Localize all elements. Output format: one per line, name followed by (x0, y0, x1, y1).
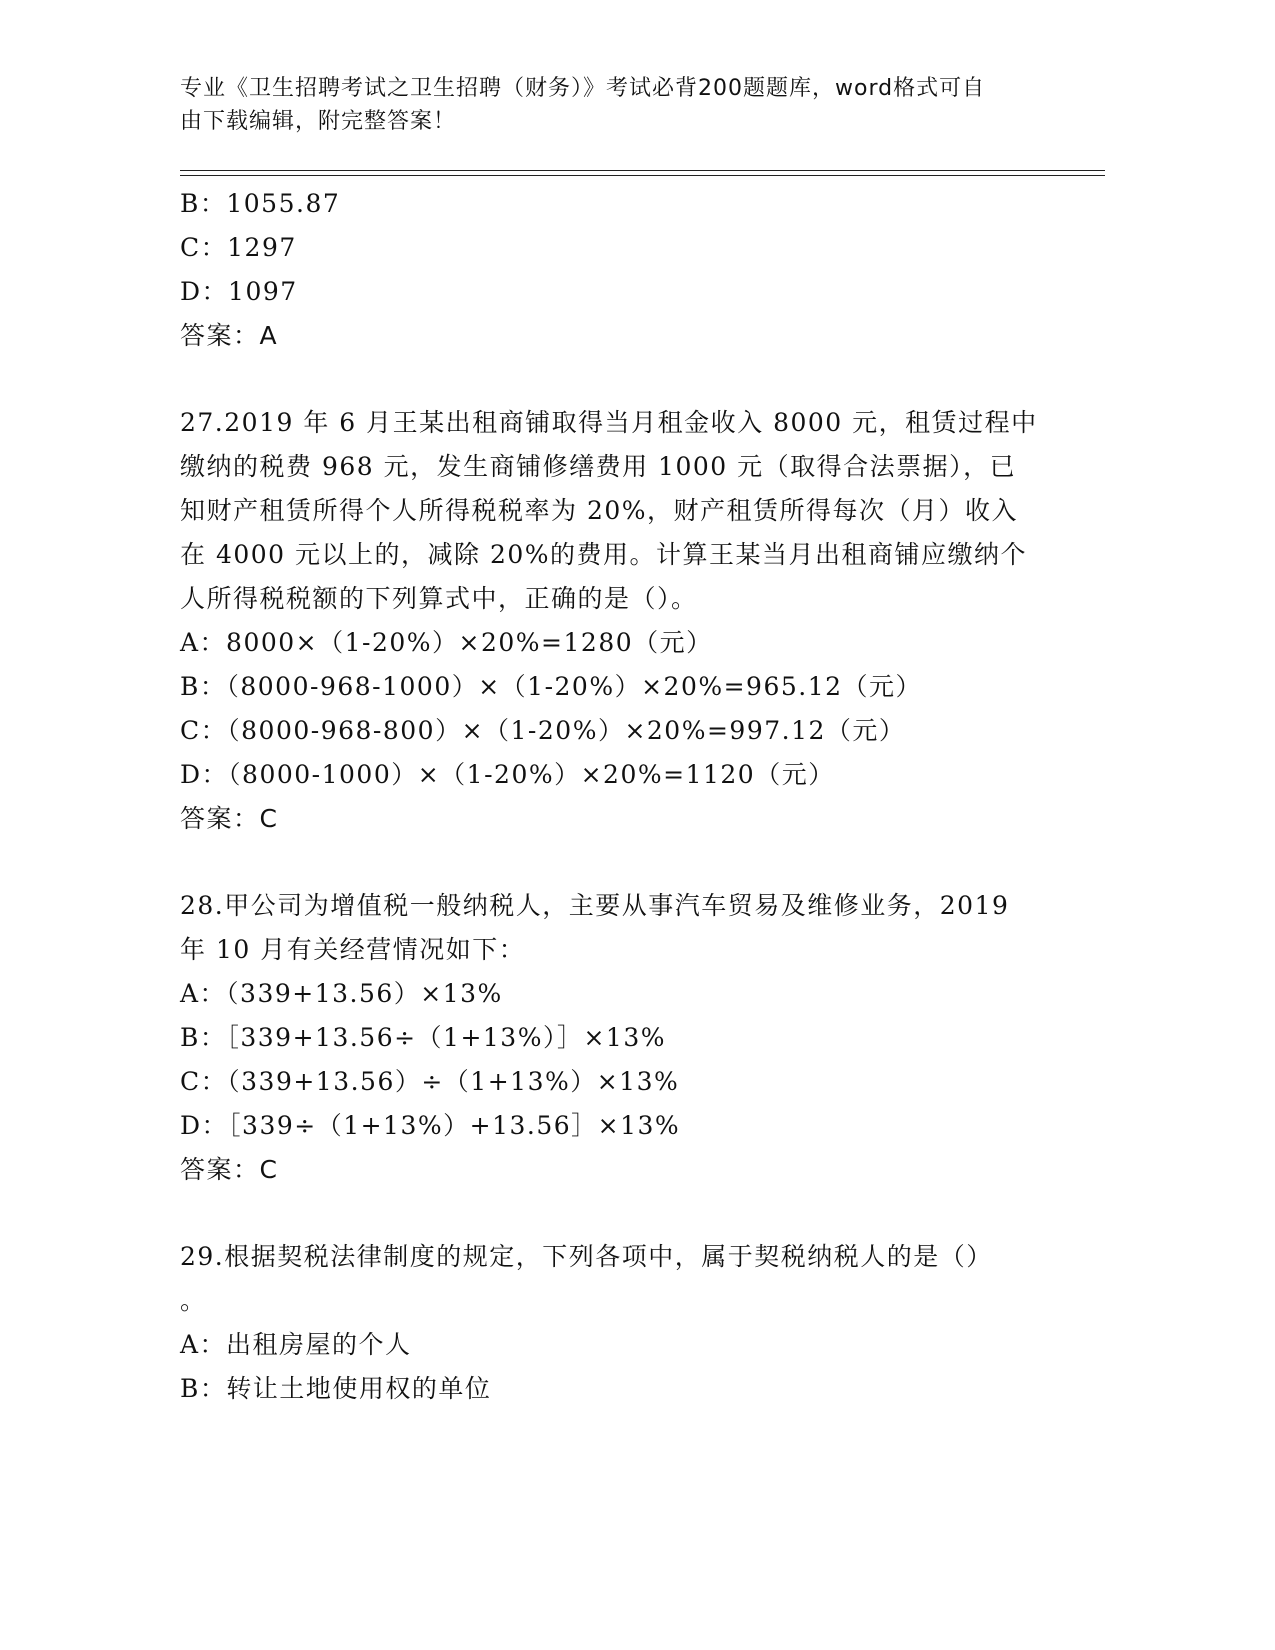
option-b: B：（8000-968-1000）×（1-20%）×20%=965.12（元） (180, 672, 923, 701)
option-d: D：1097 (180, 277, 298, 306)
option-d: D：［339÷（1+13%）+13.56］×13% (180, 1111, 681, 1140)
question-stem-line: 27.2019 年 6 月王某出租商铺取得当月租金收入 8000 元，租赁过程中 (180, 408, 1038, 437)
header-title-line-2: 由下载编辑，附完整答案！ (180, 109, 457, 134)
question-stem-line: 缴纳的税费 968 元，发生商铺修缮费用 1000 元（取得合法票据），已 (180, 452, 1017, 481)
question-stem-line: 年 10 月有关经营情况如下： (180, 935, 526, 964)
question-stem-line: 29.根据契税法律制度的规定，下列各项中，属于契税纳税人的是（） (180, 1242, 993, 1271)
option-b: B：转让土地使用权的单位 (180, 1374, 492, 1403)
option-c: C：1297 (180, 233, 297, 262)
answer-line: 答案：A (180, 321, 279, 350)
question-stem-line: 。 (180, 1286, 207, 1315)
question-stem-line: 28.甲公司为增值税一般纳税人，主要从事汽车贸易及维修业务，2019 (180, 891, 1010, 920)
spacer (180, 358, 1050, 401)
spacer (180, 1192, 1050, 1235)
header-divider-top (180, 170, 1105, 171)
header-divider-bottom (180, 175, 1105, 176)
question-27 (180, 401, 1050, 841)
option-b: B：［339+13.56÷（1+13%）］×13% (180, 1023, 666, 1052)
option-a: A：8000×（1-20%）×20%=1280（元） (180, 628, 713, 657)
answer-line: 答案：C (180, 804, 279, 833)
question-26 (180, 182, 1050, 358)
question-stem-line: 知财产租赁所得个人所得税税率为 20%，财产租赁所得每次（月）收入 (180, 496, 1019, 525)
page-header (180, 72, 1040, 138)
option-a: A：（339+13.56）×13% (180, 979, 503, 1008)
option-c: C：（8000-968-800）×（1-20%）×20%=997.12（元） (180, 716, 906, 745)
question-29 (180, 1235, 1050, 1411)
answer-line: 答案：C (180, 1155, 279, 1184)
question-stem-line: 在 4000 元以上的，减除 20%的费用。计算王某当月出租商铺应缴纳个 (180, 540, 1028, 569)
option-d: D：（8000-1000）×（1-20%）×20%=1120（元） (180, 760, 835, 789)
option-b: B：1055.87 (180, 189, 341, 218)
question-stem-line: 人所得税税额的下列算式中，正确的是（）。 (180, 584, 698, 613)
option-a: A：出租房屋的个人 (180, 1330, 412, 1359)
question-28 (180, 884, 1050, 1192)
option-c: C：（339+13.56）÷（1+13%）×13% (180, 1067, 680, 1096)
question-list (180, 182, 1050, 1411)
header-title-line-1: 专业《卫生招聘考试之卫生招聘（财务）》考试必背200题题库，word格式可自 (180, 76, 986, 101)
spacer (180, 841, 1050, 884)
